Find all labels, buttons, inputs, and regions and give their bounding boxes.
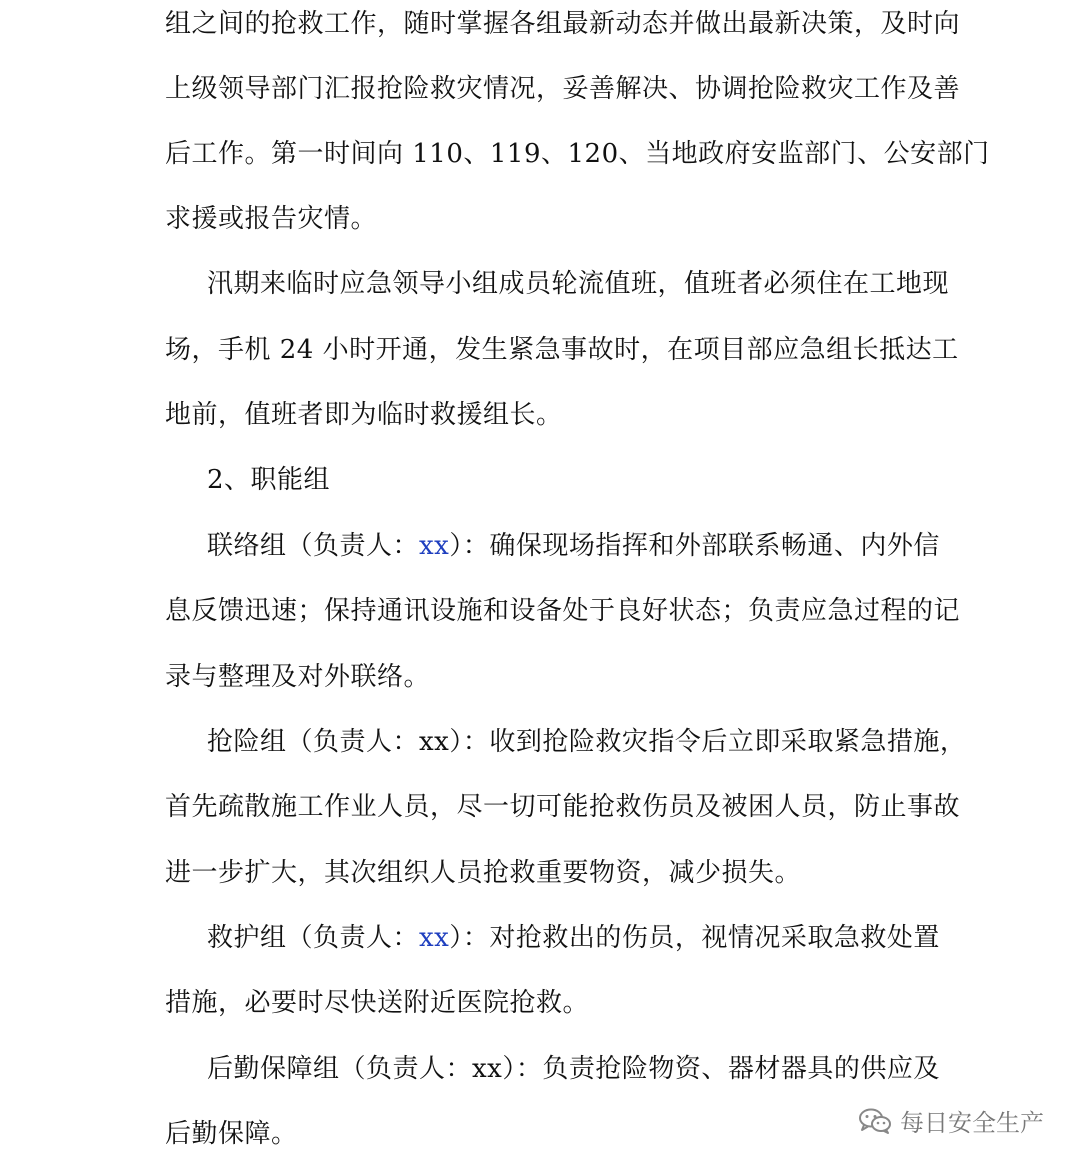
group-label: 抢险组（负责人： [207, 727, 420, 757]
group-label: 联络组（负责人： [207, 531, 420, 561]
section-heading: 2、职能组 [207, 465, 331, 495]
group-label: 救护组（负责人： [207, 923, 420, 953]
responsible-person: xx [419, 923, 450, 953]
paragraph-line: 录与整理及对外联络。 [165, 662, 431, 692]
paragraph-line [207, 1049, 940, 1089]
responsible-person: xx [472, 1054, 503, 1084]
paragraph-line: 措施，必要时尽快送附近医院抢救。 [165, 988, 590, 1018]
paragraph-line [207, 918, 940, 958]
paragraph-line: 息反馈迅速；保持通讯设施和设备处于良好状态；负责应急过程的记 [165, 596, 961, 626]
paragraph-line [207, 526, 940, 566]
paragraph-line: 汛期来临时应急领导小组成员轮流值班，值班者必须住在工地现 [207, 269, 950, 299]
paragraph-line [207, 722, 966, 762]
paragraph-line: 进一步扩大，其次组织人员抢救重要物资，减少损失。 [165, 858, 802, 888]
responsible-person: xx [419, 531, 450, 561]
paragraph-line: 求援或报告灾情。 [165, 204, 378, 234]
paragraph-line: 首先疏散施工作业人员，尽一切可能抢救伤员及被困人员，防止事故 [165, 792, 961, 822]
responsible-person: xx [419, 727, 450, 757]
group-duty: ）：对抢救出的伤员，视情况采取急救处置 [449, 923, 940, 953]
paragraph-line: 地前，值班者即为临时救援组长。 [165, 400, 563, 430]
group-label: 后勤保障组（负责人： [207, 1054, 473, 1084]
paragraph-line: 后工作。第一时间向 110、119、120、当地政府安监部门、公安部门 [165, 139, 990, 169]
group-duty: ）：收到抢险救灾指令后立即采取紧急措施， [449, 727, 967, 757]
wechat-icon [858, 1107, 892, 1135]
paragraph-line: 上级领导部门汇报抢险救灾情况，妥善解决、协调抢险救灾工作及善 [165, 74, 961, 104]
paragraph-line: 后勤保障。 [165, 1119, 298, 1149]
paragraph-line: 组之间的抢救工作，随时掌握各组最新动态并做出最新决策，及时向 [165, 9, 961, 39]
group-duty: ）：确保现场指挥和外部联系畅通、内外信 [449, 531, 940, 561]
group-duty: ）：负责抢险物资、器材器具的供应及 [502, 1054, 940, 1084]
paragraph-line: 场，手机 24 小时开通，发生紧急事故时，在项目部应急组长抵达工 [165, 335, 959, 365]
watermark-text: 每日安全生产 [900, 1109, 1044, 1137]
watermark [858, 1103, 1044, 1138]
